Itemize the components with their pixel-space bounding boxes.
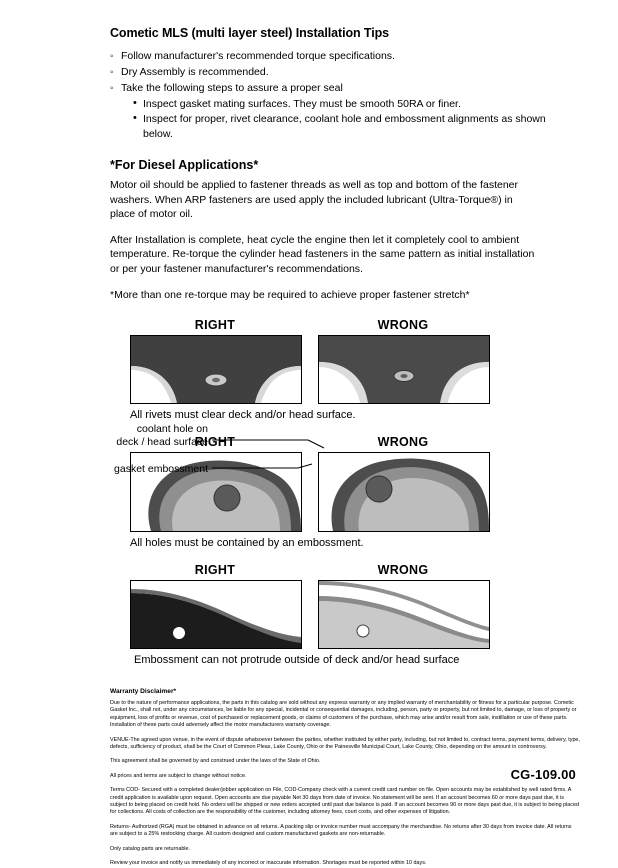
figure-caption-row-2	[40, 532, 578, 549]
figure-right-embossment	[130, 563, 300, 649]
figure-caption-3: Embossment can not protrude outside of deck and/or head surface	[134, 654, 460, 666]
diesel-paragraph-1: Motor oil should be applied to fastener threads as well as top and bottom of the fastener washers. When ARP fasteners are used apply the included lubricant (Ultra-Torque®) in place of motor oil.	[110, 179, 518, 220]
list-item	[110, 49, 578, 64]
figure-row-holes	[40, 435, 578, 532]
warranty-paragraph: VENUE-The agreed upon venue, in the event of dispute whatsoever between the parties, whether instituted by either party, including, but not limited to, contract terms, payment terms, delivery, type, defects, sufficiency of product, shall be the Court of Common Pleas, Lake County, Ohio or the Painesville Municipal Court, Lake County, Ohio, depending on the amount in controversy.	[110, 736, 580, 751]
figure-label-wrong: WRONG	[377, 563, 429, 577]
diesel-paragraph-2: After Installation is complete, heat cycle the engine then let it completely cool to ambient temperature. Re-torque the cylinder head fasteners in the same pattern as initial installation or per your fastener manufacturer's recommendations.	[110, 233, 535, 275]
list-item	[110, 81, 578, 142]
warranty-paragraph: Terms COD- Secured with a completed dealer/jobber application on File, COD-Company check with a current credit card number on file. Open accounts may be established by well rated firms. A credit application is available upon request. Open accounts are due payable Net 30 days from date of invoice. No statement will be sent. If an account becomes 60 or more days past due, it is subject to being placed on credit hold. No orders will be shipped or new orders accepted until past due balance is paid. If an account becomes 90 or more days past due, it is subject to being placed for collections. All costs of collection are the responsibility of the customer, including attorney fees, court costs, and other expenses of litigation.	[110, 787, 579, 816]
figure-label-right: RIGHT	[194, 563, 236, 577]
callout-gasket-embossment: gasket embossment	[114, 463, 208, 475]
figure-row-embossment	[40, 563, 578, 649]
list-item-text: Take the following steps to assure a proper seal	[121, 82, 343, 94]
figures-section	[40, 318, 578, 666]
sub-list-item-text: Inspect gasket mating surfaces. They must be smooth 50RA or finer.	[143, 98, 461, 110]
retorque-note: *More than one re-torque may be required to achieve proper fastener stretch*	[110, 289, 470, 301]
figure-image-wrong-rivets	[318, 335, 490, 404]
sub-list	[133, 97, 578, 142]
warranty-heading: Warranty Disclaimer*	[110, 688, 177, 695]
list-item	[133, 97, 578, 112]
figure-wrong-embossment	[318, 563, 488, 649]
page-title: Cometic MLS (multi layer steel) Installation Tips	[110, 26, 389, 40]
figure-image-wrong-holes	[318, 452, 490, 532]
list-item-text: Dry Assembly is recommended.	[121, 66, 269, 78]
installation-tips-list	[110, 49, 578, 142]
sub-list-item-text: Inspect for proper, rivet clearance, coolant hole and embossment alignments as shown below.	[143, 113, 546, 140]
document-id: CG-109.00	[510, 767, 576, 782]
figure-caption-1: All rivets must clear deck and/or head surface.	[130, 409, 356, 421]
list-item	[133, 112, 578, 142]
figure-caption-3-wrap	[130, 649, 488, 666]
warranty-section	[110, 688, 580, 868]
figure-caption-2-wrap	[130, 532, 488, 549]
figure-label-right: RIGHT	[194, 318, 236, 332]
figure-caption-row-1	[40, 404, 578, 421]
list-item	[110, 65, 578, 80]
figure-image-right-rivets	[130, 335, 302, 404]
figure-label-wrong: WRONG	[377, 318, 429, 332]
callout-coolant-hole-line2: deck / head surface	[116, 436, 208, 448]
figure-image-right-holes	[130, 452, 302, 532]
figure-label-right: RIGHT	[194, 435, 236, 449]
figure-image-right-embossment	[130, 580, 302, 649]
figure-caption-2: All holes must be contained by an embossment.	[130, 537, 364, 549]
figure-row-rivets	[40, 318, 578, 404]
list-item-text: Follow manufacturer's recommended torque specifications.	[121, 50, 395, 62]
callout-coolant-hole-line1: coolant hole on	[136, 423, 208, 435]
figure-right-rivets	[130, 318, 300, 404]
warranty-paragraph: Due to the nature of performance applications, the parts in this catalog are sold without any express warranty or any implied warranty of merchantability or fitness for a particular purpose. Cometic Gasket Inc., shall not, under any circumstances, be liable for any special, incidental or consequential damages, including, person, party or property, but not limited to, damage, or loss of property or equipment, loss of profits or revenue, cost of purchased or replacement goods, or claims of customers of the purchase, which may arise and/or result from sale, instillation or use of these parts. Installation of these parts could adversely affect the motor manufacturers warranty coverage.	[110, 700, 577, 729]
warranty-paragraph: Returns- Authorized (RGA) must be obtained in advance on all returns. A packing slip or invoice number must accompany the merchandise. No returns after 30 days from invoice date. All returns are subject to a 25% restocking charge. All custom designed and custom manufactured gaskets are non-returnable.	[110, 823, 572, 838]
figure-right-holes	[130, 435, 300, 532]
figure-wrong-rivets	[318, 318, 488, 404]
warranty-paragraph: Review your invoice and notify us immediately of any incorrect or inaccurate information. Shortages must be reported within 10 days.	[110, 860, 427, 867]
figure-image-wrong-embossment	[318, 580, 490, 649]
warranty-paragraph: This agreement shall be governed by and construed under the laws of the State of Ohio.	[110, 758, 321, 765]
figure-caption-1-wrap	[130, 404, 488, 421]
diesel-applications-heading: *For Diesel Applications*	[110, 158, 259, 172]
warranty-paragraph: Only catalog parts are returnable.	[110, 845, 191, 852]
figure-label-wrong: WRONG	[377, 435, 429, 449]
figure-caption-row-3	[40, 649, 578, 666]
warranty-paragraph: All prices and terms are subject to change without notice.	[110, 772, 247, 779]
figure-wrong-holes	[318, 435, 488, 532]
